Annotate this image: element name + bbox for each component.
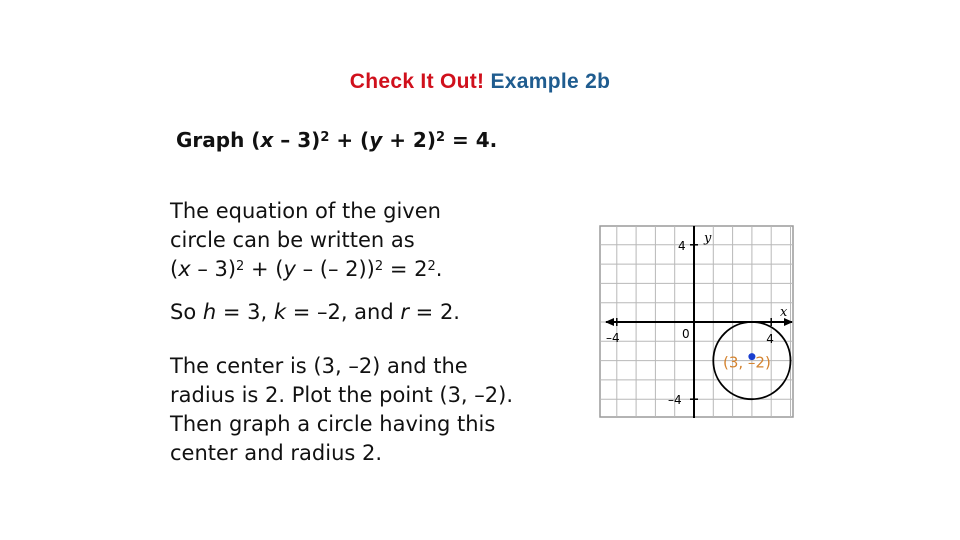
origin-label: 0 [682,327,690,341]
problem-text: + ( [329,128,370,152]
problem-text: + 2) [382,128,436,152]
exponent: 2 [427,259,436,274]
var-x: x [260,128,274,152]
param-text: = 2. [409,300,460,324]
eq-text: – 3) [190,257,237,281]
paragraph-instructions [170,352,513,468]
paragraph-line: The equation of the given [170,199,441,223]
graph-svg [596,222,800,422]
paragraph-line: The center is (3, –2) and the [170,354,468,378]
paragraph-parameters [170,298,460,327]
eq-text: . [435,257,443,281]
tick-label-x-4: 4 [766,332,774,346]
var-y: y [283,257,296,281]
var-x: x [178,257,191,281]
exponent: 2 [320,130,330,145]
var-k: k [273,300,287,324]
exponent: 2 [436,130,446,145]
eq-text: + ( [244,257,284,281]
tick-label-x-neg4: –4 [606,331,620,345]
param-text: = –2, and [286,300,401,324]
title-check-it-out: Check It Out! [349,70,485,93]
tick-label-y-4: 4 [678,238,686,253]
exponent: 2 [374,259,384,274]
paragraph-line: circle can be written as [170,228,415,252]
coordinate-graph [596,222,800,426]
paragraph-line: Then graph a circle having this [170,412,496,436]
problem-text: – 3) [273,128,321,152]
paragraph-line-equation [170,255,442,284]
y-axis-label: y [704,231,712,246]
param-text: So [170,300,203,324]
slide-title [0,70,960,94]
point-label: (3, –2) [723,353,771,372]
paragraph-line: radius is 2. Plot the point (3, –2). [170,383,514,407]
var-r: r [400,300,409,324]
x-axis-label: x [780,305,788,320]
problem-statement [176,128,497,152]
exponent: 2 [236,259,245,274]
title-example: Example 2b [490,70,611,93]
tick-label-y-neg4: –4 [668,393,682,408]
paragraph-line: center and radius 2. [170,441,383,465]
var-h: h [202,300,217,324]
eq-text: = 2 [383,257,428,281]
problem-text: Graph ( [176,128,261,152]
param-text: = 3, [216,300,274,324]
eq-text: – (– 2)) [295,257,375,281]
eq-text: ( [170,257,179,281]
var-y: y [369,128,383,152]
problem-text: = 4. [445,128,498,152]
paragraph-equation [170,197,442,284]
